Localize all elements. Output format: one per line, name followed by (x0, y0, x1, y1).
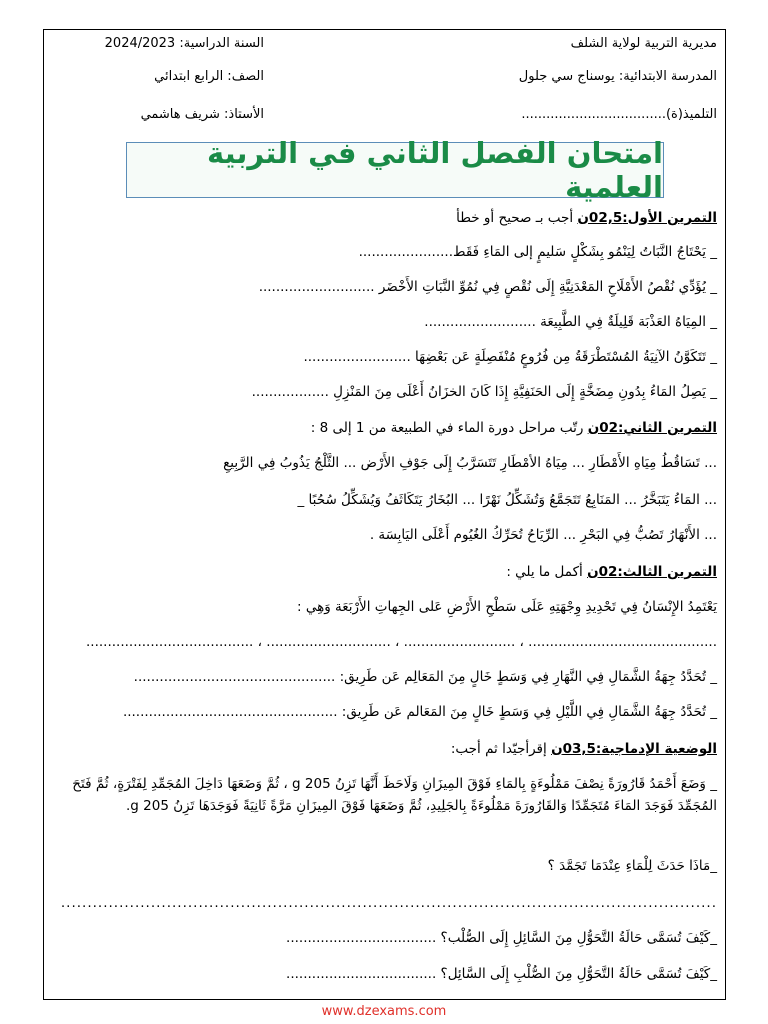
grade-label: الصف: الرابع ابتدائي (154, 69, 264, 84)
exercise-1-instruction: أجب بـ صحيح أو خطأ (456, 210, 578, 226)
exercise-1-label: التمرين الأول:02,5ن (577, 210, 717, 226)
exercise-2-instruction: رتّب مراحل دورة الماء في الطبيعة من 1 إلى 8 : (310, 420, 588, 436)
exercise-1-item: _ يَحْتَاجُ النَّبَاتُ لِيَنْمُو بِشَكْلٍ سَليمٍ إلى المَاءِ فَقَط...................... (358, 244, 717, 260)
exercise-1-item: _ المِيَاهُ العَذْبَة قَلِيلَةٌ فِي الطَّبِيعَة .......................... (424, 314, 717, 330)
exercise-3-heading (506, 563, 717, 581)
teacher-label: الأستاذ: شريف هاشمي (140, 107, 264, 122)
school-year-label: السنة الدراسية: 2024/2023 (104, 36, 264, 51)
situation-instruction: إقرأجيّدا ثم أجب: (450, 741, 552, 757)
exam-title: امتحان الفصل الثاني في التربية العلمية (207, 136, 663, 204)
water-cycle-step-row: ... المَاءُ يَتَبَخَّرُ ... المَنَابِعُ تَتَجَمَّعُ وَتُشَكِّلُ نَهْرًا ... البُخَارُ يَتَكَاثَفُ وَيُشَكِّلُ سُحُبًا _ (297, 492, 717, 508)
answer-line-freezing: ............................................................................................................................ (60, 895, 717, 911)
exercise-1-item: _ يُؤَدِّي نُقْصُ الأَمْلَاحِ المَعْدَنِيَّةِ إِلَى نُقْصٍ فِي نُمُوِّ النَّبَاتِ الأَخْضَر ........................... (258, 279, 717, 295)
exercise-3-instruction: أكمل ما يلي : (506, 564, 588, 580)
cardinal-directions-blanks: ............................................ ، .......................... ، ............................. ، ....................................... (85, 634, 717, 650)
cardinal-directions-lead: يَعْتَمِدُ الإِنْسَانُ فِي تَحْدِيدِ وِجْهَتِهِ عَلَى سَطْحِ الأَرْضِ عَلى الجِهاتِ الأَرْبَعَة وَهِي : (297, 599, 717, 615)
north-by-day-question: _ تُحَدَّدُ جِهَةُ الشَّمَالِ فِي النَّهَارِ فِي وَسَطٍ خَالٍ مِنَ المَعَالِم عَن طَرِيق: ............................................... (133, 669, 717, 685)
directorate-label: مديرية التربية لولاية الشلف (570, 36, 717, 51)
question-freezing: _مَاذَا حَدَثَ لِلْمَاءِ عِنْدَمَا تَجَمَّدَ ؟ (547, 858, 717, 874)
exercise-2-heading (311, 419, 717, 437)
water-cycle-step-row: ... الأَنْهَارُ تَصُبُّ فِي البَحْرِ ... الرِّيَاحُ تُحَرِّكُ الغُيُوم أَعْلَى اليَابِسَة . (369, 527, 717, 543)
situation-text: _ وَضَعَ أَحْمَدُ قَارُورَةً نِصْفَ مَمْلُوءَةٍ بِالمَاءِ فَوْقَ المِيزَانِ وَلَاحَظَ أَنَّهَا تَزِنُ 205 g ، ثُمَّ وَضَعَهَا دَاخِلَ المُجَمِّدِ لِفَتْرَةٍ، ثُمَّ فَتَحَ المُجَمِّدَ فَوَجَدَ المَاءَ مُتَجَمِّدًا وَالقَارُورَةَ مَمْلُوءَةً بِالجَلِيدِ، ثُمَّ وَضَعَهَا فَوْقَ المِيزَانِ مَرَّةً ثَانِيَةً فَوَجَدَهَا تَزِنُ 205 g. (72, 776, 717, 814)
question-liquid-to-solid: _كَيْفَ تُسَمَّى حَالَةُ التَّحَوُّلِ مِنَ السَّائِلِ إِلَى الصُّلْب؟ ................................... (286, 930, 717, 946)
situation-label: الوضعية الإدماجية:03,5ن (551, 741, 717, 757)
exercise-1-item: _ يَصِلُ المَاءُ بِدُونِ مِضَخَّةٍ إِلَى الحَنَفِيَّةِ إِذَا كَانَ الخزَانُ أَعْلَى مِنَ المَنْزِلِ .................. (251, 384, 717, 400)
exercise-1-item: _ تَتَكَوَّنُ الآنِيَةُ المُسْتَطْرَقَةُ مِن فُرُوعٍ مُنْفَصِلَةٍ عَن بَعْضِهَا ......................... (303, 349, 717, 365)
exercise-3-label: التمرين الثالث:02ن (587, 564, 717, 580)
exam-title-frame (126, 136, 664, 204)
website-watermark: www.dzexams.com (321, 1004, 447, 1019)
school-label: المدرسة الابتدائية: يوسناج سي جلول (518, 69, 717, 84)
exercise-1-heading (456, 209, 717, 227)
question-solid-to-liquid: _كَيْفَ تُسَمَّى حَالَةُ التَّحَوُّلِ مِنَ الصُّلْبِ إِلَى السَّائِل؟ ................................... (286, 966, 717, 982)
water-cycle-step-row: ... تَسَاقُطُ مِيَاهِ الأَمْطَارِ ... مِيَاهُ الأمْطَارِ تَتَسَرَّبُ إِلَى جَوْفِ الأَرْض ... الثَّلْجُ يَذُوبُ فِي الرَّبِيعِ (223, 455, 717, 471)
exercise-2-label: التمرين الثاني:02ن (587, 420, 717, 436)
student-name-field: التلميذ(ة)................................... (521, 107, 717, 122)
north-by-night-question: _ تُحَدَّدُ جِهَةُ الشَّمَالِ فِي اللَّيْلِ فِي وَسَطٍ خَالٍ مِنَ المَعَالم عَن طَرِيق: .................................................. (122, 704, 717, 720)
situation-heading (451, 740, 717, 758)
exam-sheet (43, 29, 726, 1000)
